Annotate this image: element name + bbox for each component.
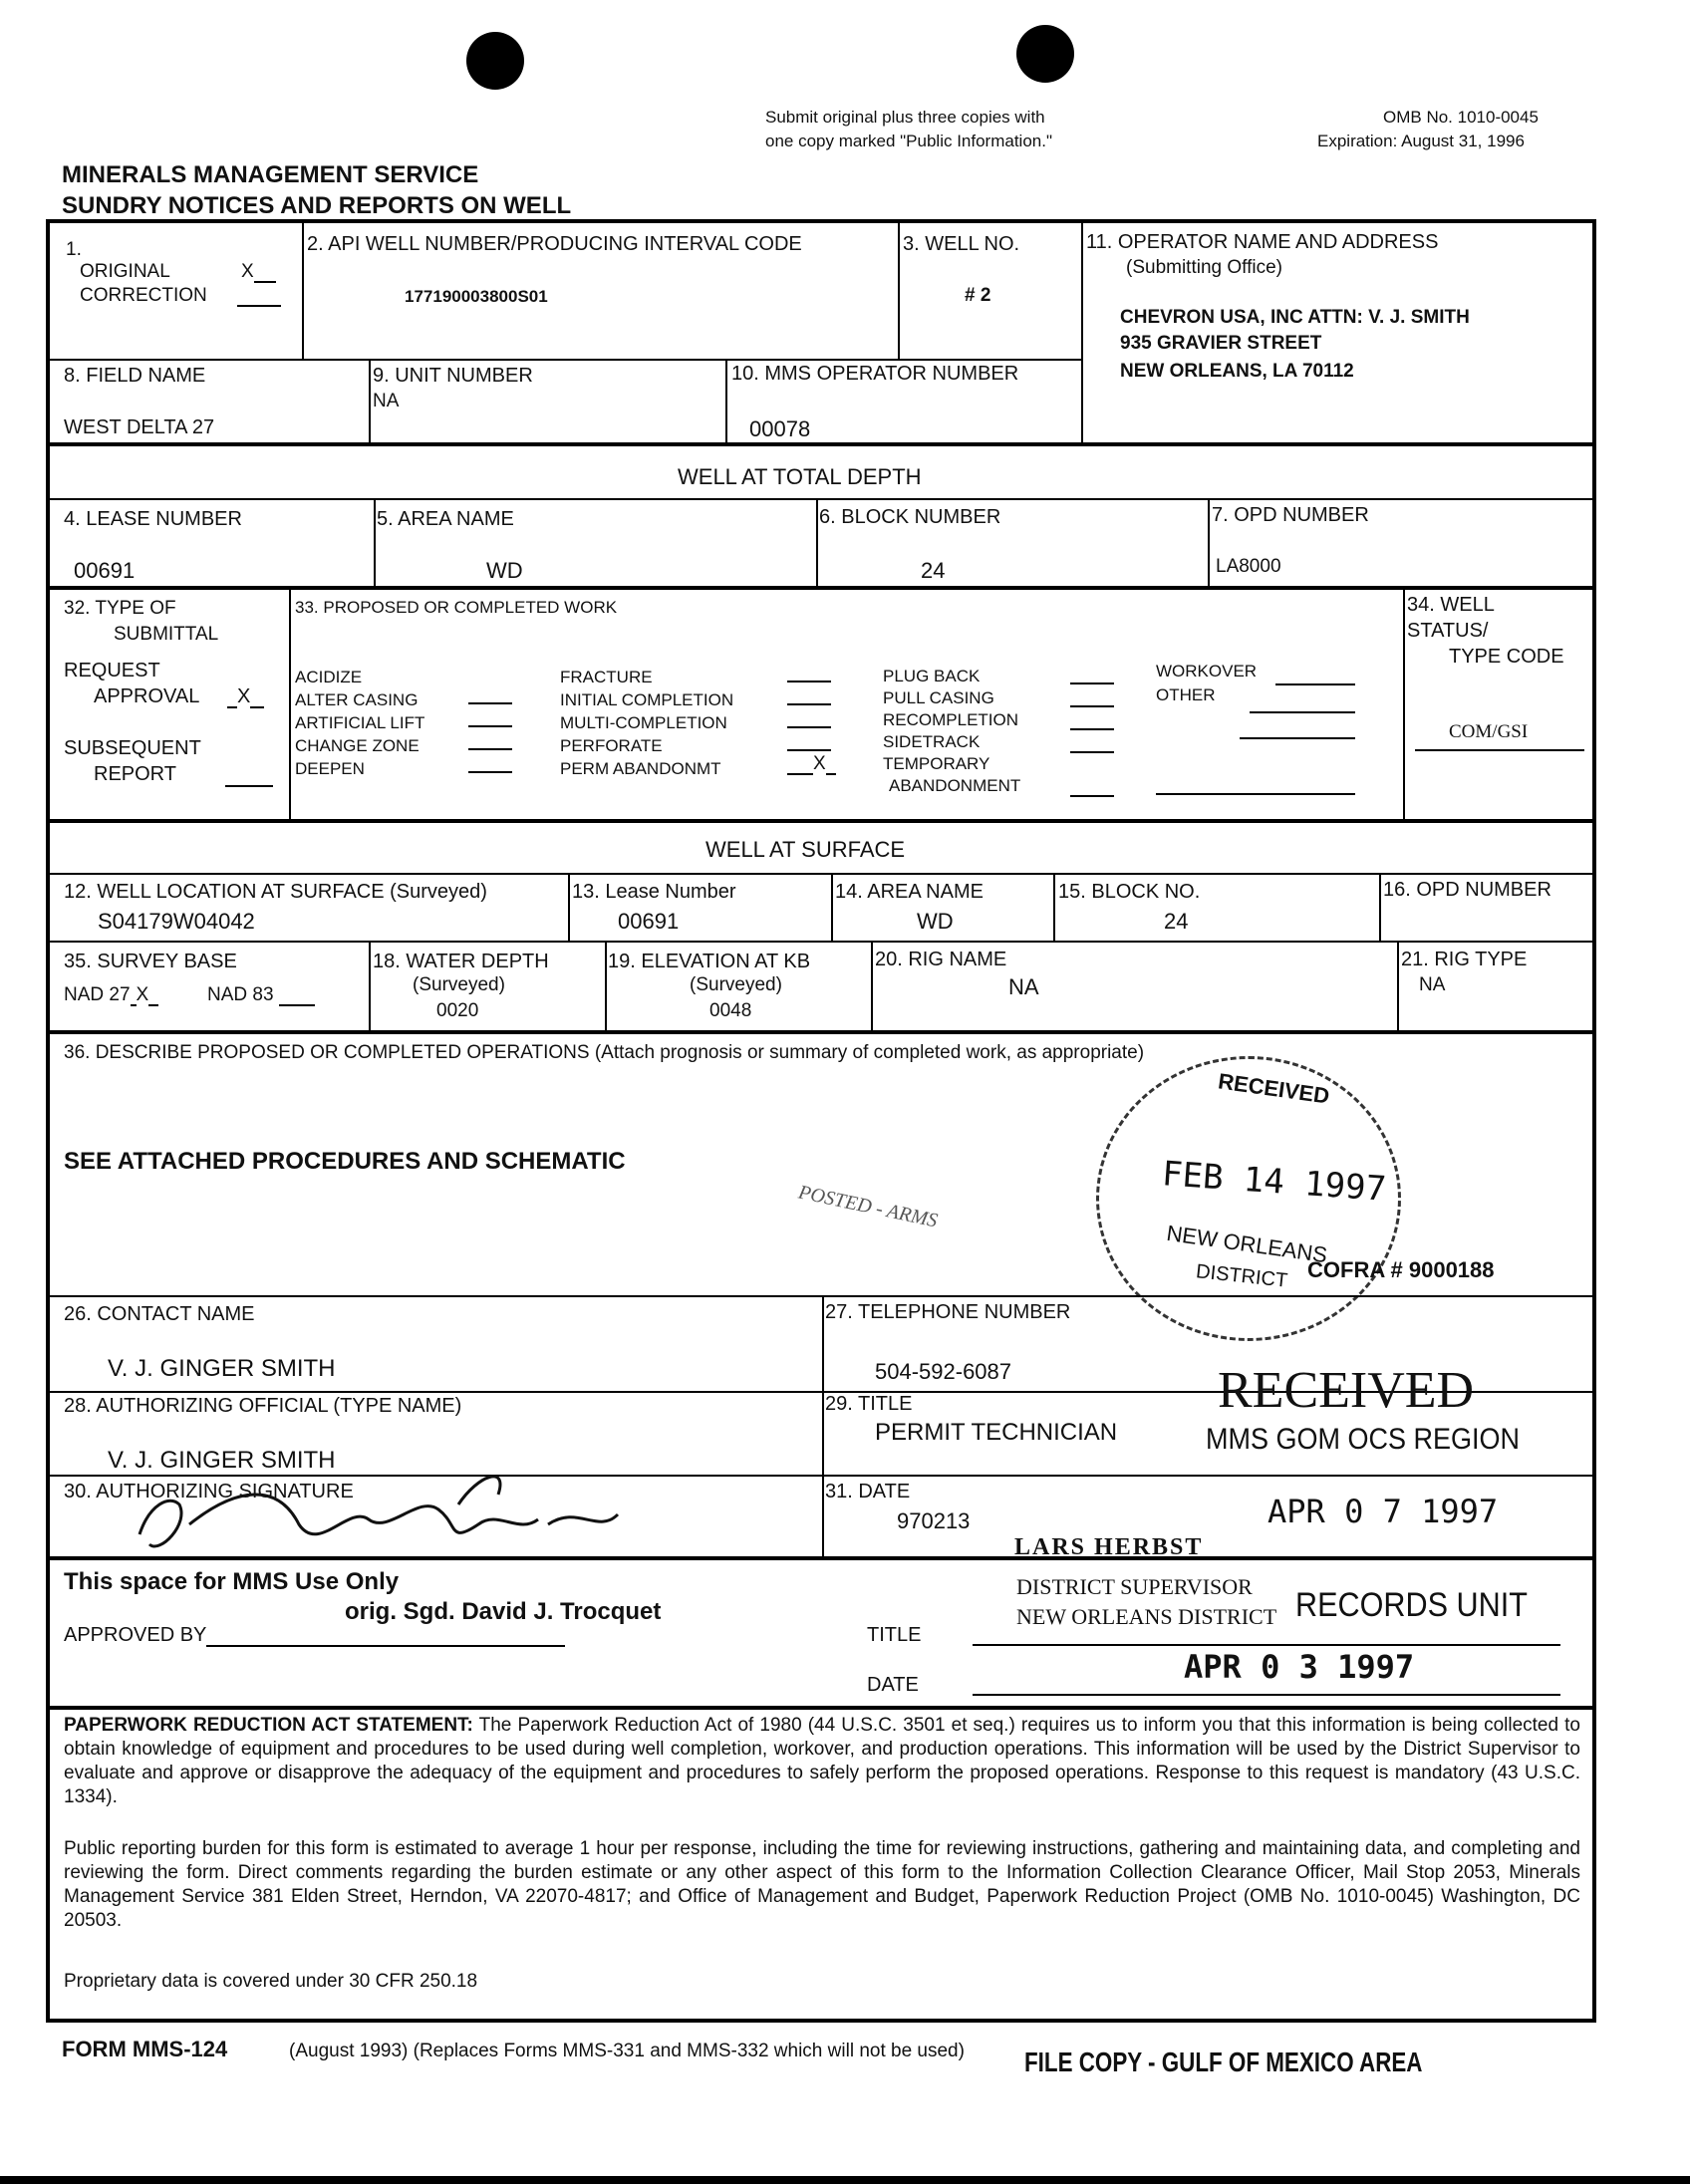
water-depth-sub: (Surveyed) — [413, 974, 505, 995]
other-option[interactable]: OTHER — [1156, 685, 1216, 704]
authorizing-official-value[interactable]: V. J. GINGER SMITH — [108, 1447, 336, 1474]
blank — [148, 986, 158, 1006]
grid-line — [1081, 223, 1083, 444]
mms-use-heading: This space for MMS Use Only — [64, 1568, 400, 1595]
form-title-2: SUNDRY NOTICES AND REPORTS ON WELL — [62, 192, 572, 219]
operator-line-1[interactable]: CHEVRON USA, INC ATTN: V. J. SMITH — [1120, 307, 1470, 328]
blank — [787, 728, 831, 751]
name-stamp: LARS HERBST — [1014, 1534, 1204, 1560]
work-col-3 — [883, 666, 1020, 797]
blank — [468, 704, 512, 727]
field-name-value[interactable]: WEST DELTA 27 — [64, 416, 215, 438]
request-blank-right — [250, 688, 264, 708]
artificial-lift-option[interactable]: ARTIFICIAL LIFT — [295, 713, 425, 732]
received-big-stamp: RECEIVED — [1218, 1362, 1475, 1419]
blank — [468, 682, 512, 704]
subsequent-label-2: REPORT — [94, 763, 176, 785]
mms-date-label: DATE — [867, 1674, 919, 1696]
records-unit-stamp: RECORDS UNIT — [1295, 1586, 1528, 1624]
received-stamp-city: NEW ORLEANS — [1165, 1220, 1329, 1268]
grid-line — [50, 873, 1592, 875]
elevation-label: 19. ELEVATION AT KB — [608, 951, 811, 972]
unit-number-label: 9. UNIT NUMBER — [373, 365, 533, 387]
operator-label: 11. OPERATOR NAME AND ADDRESS — [1086, 231, 1439, 253]
proprietary-note: Proprietary data is covered under 30 CFR 250.18 — [64, 1971, 478, 1992]
request-label-1: REQUEST — [64, 660, 160, 682]
operator-line-2[interactable]: 935 GRAVIER STREET — [1120, 333, 1322, 354]
work-col-2 — [560, 666, 733, 780]
operations-value[interactable]: SEE ATTACHED PROCEDURES AND SCHEMATIC — [64, 1148, 626, 1175]
grid-line — [1053, 873, 1055, 943]
surface-lease-value[interactable]: 00691 — [618, 909, 680, 934]
well-status-label-2: STATUS/ — [1407, 620, 1489, 642]
approved-by-label — [64, 1624, 565, 1647]
other-blanks — [1250, 687, 1355, 739]
field-1-number: 1. — [66, 239, 82, 260]
fracture-option[interactable]: FRACTURE — [560, 668, 653, 686]
apr07-stamp: APR 0 7 1997 — [1268, 1493, 1499, 1530]
well-no-label: 3. WELL NO. — [903, 233, 1020, 255]
approved-by-text: APPROVED BY — [64, 1624, 207, 1646]
grid-line — [50, 819, 1592, 823]
frame-left — [46, 219, 50, 2023]
submittal-label-2: SUBMITTAL — [114, 624, 219, 645]
water-depth-value[interactable]: 0020 — [436, 1000, 479, 1021]
perm-abandonment-mark[interactable] — [787, 753, 836, 775]
abandonment-option[interactable]: ABANDONMENT — [889, 776, 1021, 795]
blank — [468, 750, 512, 773]
posted-stamp: POSTED - ARMS — [796, 1181, 940, 1232]
workover-option[interactable]: WORKOVER — [1156, 662, 1258, 681]
burden-statement: Public reporting burden for this form is estimated to average 1 hour per response, including the time for reviewing instructions, gathering and maintaining data, and completing and reviewing the form. Direct comments regarding the burden estimate or any other aspect of this form to the Information Collection Clearance Officer, Mail Stop 2053, Minerals Management Service 381 Elden Street, Herndon, VA 22070-4817; and Office of Management and Budget, Paperwork Reduction Project (OMB No. 1010-0045) Washington, DC 20503. — [64, 1838, 1580, 1931]
request-check[interactable] — [227, 685, 264, 708]
nad27-option[interactable] — [64, 984, 158, 1006]
title-value[interactable]: PERMIT TECHNICIAN — [875, 1419, 1118, 1446]
grid-line — [898, 223, 900, 361]
surface-area-label: 14. AREA NAME — [835, 881, 984, 903]
contact-name-label: 26. CONTACT NAME — [64, 1303, 255, 1325]
nad27-mark: X — [136, 984, 149, 1005]
grid-line — [369, 943, 371, 1032]
opd-number-label: 7. OPD NUMBER — [1212, 504, 1369, 526]
grid-line — [50, 1295, 1592, 1297]
form-note: (August 1993) (Replaces Forms MMS-331 and MMS-332 which will not be used) — [289, 2041, 965, 2061]
acidize-option[interactable]: ACIDIZE — [295, 668, 363, 686]
received-stamp-district: DISTRICT — [1195, 1260, 1289, 1292]
work-col-1-blanks — [468, 682, 512, 773]
received-stamp-label: RECEIVED — [1216, 1068, 1331, 1109]
blank — [468, 727, 512, 750]
grid-line — [1379, 873, 1381, 943]
grid-line — [831, 873, 833, 943]
grid-line — [568, 873, 570, 943]
blank — [1070, 662, 1114, 684]
cofra-number[interactable]: COFRA # 9000188 — [1307, 1257, 1495, 1282]
mms-title-label: TITLE — [867, 1624, 922, 1646]
blank — [787, 755, 813, 775]
punch-hole-right — [1016, 25, 1074, 83]
subsequent-check[interactable] — [225, 767, 273, 787]
grid-line — [725, 361, 727, 444]
submit-note-2: one copy marked "Public Information." — [765, 132, 1052, 150]
grid-line — [50, 359, 1081, 361]
blank — [1070, 684, 1114, 707]
well-status-label-1: 34. WELL — [1407, 594, 1495, 616]
blank — [279, 986, 315, 1006]
grid-line — [369, 361, 371, 444]
surface-block-value[interactable]: 24 — [1164, 909, 1189, 934]
grid-line — [1397, 943, 1399, 1032]
grid-line — [605, 943, 607, 1032]
surface-block-label: 15. BLOCK NO. — [1058, 881, 1201, 903]
omb-number: OMB No. 1010-0045 — [1383, 108, 1539, 127]
contact-name-value[interactable]: V. J. GINGER SMITH — [108, 1355, 336, 1382]
frame-bottom — [46, 2019, 1596, 2023]
signature-label: 30. AUTHORIZING SIGNATURE — [64, 1481, 354, 1502]
title-label: 29. TITLE — [825, 1393, 913, 1415]
survey-base-label: 35. SURVEY BASE — [64, 951, 237, 972]
request-blank-left — [227, 688, 237, 708]
grid-line — [816, 498, 818, 588]
surface-area-value[interactable]: WD — [917, 909, 954, 934]
grid-line — [374, 498, 376, 588]
api-well-value[interactable]: 177190003800S01 — [405, 287, 548, 306]
well-location-label: 12. WELL LOCATION AT SURFACE (Surveyed) — [64, 881, 487, 903]
received-region-stamp: MMS GOM OCS REGION — [1206, 1423, 1521, 1456]
pull-casing-option[interactable]: PULL CASING — [883, 688, 994, 707]
opd-number-value[interactable]: LA8000 — [1216, 556, 1281, 577]
authorizing-signature[interactable] — [120, 1465, 638, 1564]
api-well-label: 2. API WELL NUMBER/PRODUCING INTERVAL CODE — [307, 233, 802, 255]
original-blank — [254, 263, 276, 283]
grid-line — [822, 1295, 824, 1558]
authorizing-official-label: 28. AUTHORIZING OFFICIAL (TYPE NAME) — [64, 1395, 462, 1417]
frame-right — [1592, 219, 1596, 2023]
total-depth-heading: WELL AT TOTAL DEPTH — [678, 464, 922, 489]
block-number-label: 6. BLOCK NUMBER — [819, 506, 1001, 528]
mms-operator-value[interactable]: 00078 — [749, 416, 811, 441]
area-name-value[interactable]: WD — [486, 558, 523, 583]
deepen-option[interactable]: DEEPEN — [295, 759, 365, 778]
initial-completion-option[interactable]: INITIAL COMPLETION — [560, 690, 734, 709]
well-status-label-3: TYPE CODE — [1449, 646, 1564, 668]
blank — [787, 682, 831, 705]
water-depth-label: 18. WATER DEPTH — [373, 951, 549, 972]
well-no-value[interactable]: # 2 — [965, 285, 991, 306]
blank — [1070, 707, 1114, 730]
operations-label: 36. DESCRIBE PROPOSED OR COMPLETED OPERATIONS (Attach prognosis or summary of completed work, as appropriate) — [64, 1042, 1145, 1063]
grid-line — [50, 1030, 1592, 1034]
paperwork-statement — [64, 1714, 1580, 1809]
work-col-1 — [295, 666, 424, 780]
grid-line — [1403, 588, 1405, 821]
surface-opd-label: 16. OPD NUMBER — [1383, 879, 1551, 901]
alter-casing-option[interactable]: ALTER CASING — [295, 690, 419, 709]
area-name-label: 5. AREA NAME — [377, 508, 514, 530]
mms-title-value-2: NEW ORLEANS DISTRICT — [1016, 1604, 1277, 1629]
original-mark: X — [241, 261, 254, 282]
operator-line-3[interactable]: NEW ORLEANS, LA 70112 — [1120, 361, 1354, 382]
correction-label: CORRECTION — [80, 285, 207, 306]
mms-date-value: APR 0 3 1997 — [1184, 1648, 1415, 1686]
elevation-sub: (Surveyed) — [690, 974, 782, 995]
telephone-value[interactable]: 504-592-6087 — [875, 1359, 1012, 1384]
well-status-value[interactable]: COM/GSI — [1449, 721, 1529, 742]
blank — [1240, 713, 1355, 739]
grid-line — [871, 943, 873, 1032]
perforate-option[interactable]: PERFORATE — [560, 736, 663, 755]
recompletion-option[interactable]: RECOMPLETION — [883, 710, 1019, 729]
surface-heading: WELL AT SURFACE — [705, 837, 906, 862]
blank — [787, 705, 831, 728]
form-title-1: MINERALS MANAGEMENT SERVICE — [62, 161, 479, 188]
temporary-option[interactable]: TEMPORARY — [883, 754, 990, 773]
rig-name-value[interactable]: NA — [1008, 974, 1039, 999]
telephone-label: 27. TELEPHONE NUMBER — [825, 1301, 1071, 1323]
submit-note-1: Submit original plus three copies with — [765, 108, 1045, 127]
blank — [826, 755, 836, 775]
subsequent-blank — [225, 767, 273, 787]
blank — [1070, 730, 1114, 753]
lease-number-label: 4. LEASE NUMBER — [64, 508, 242, 530]
received-stamp-date: FEB 14 1997 — [1160, 1154, 1388, 1210]
grid-line — [50, 586, 1592, 590]
request-label-2: APPROVAL — [94, 685, 200, 707]
other-blank-last — [1156, 775, 1355, 795]
work-col-3-blanks — [1070, 662, 1114, 797]
frame-top — [46, 219, 1596, 223]
mms-operator-label: 10. MMS OPERATOR NUMBER — [731, 363, 1019, 385]
sidetrack-option[interactable]: SIDETRACK — [883, 732, 981, 751]
perm-abandonment-option[interactable]: PERM ABANDONMT — [560, 759, 721, 778]
work-col-2-blanks — [787, 660, 831, 751]
approved-by-signed: orig. Sgd. David J. Trocquet — [345, 1598, 662, 1625]
well-status-underline — [1415, 749, 1584, 751]
blank — [1156, 775, 1355, 795]
rig-type-value[interactable]: NA — [1419, 974, 1446, 995]
grid-line — [50, 498, 1592, 500]
change-zone-option[interactable]: CHANGE ZONE — [295, 736, 420, 755]
well-location-value[interactable]: S04179W04042 — [98, 909, 255, 934]
punch-hole-left — [466, 32, 524, 90]
nad83-option[interactable] — [207, 984, 315, 1006]
operator-sub: (Submitting Office) — [1126, 257, 1282, 278]
grid-line — [302, 223, 304, 361]
date-label: 31. DATE — [825, 1481, 911, 1502]
nad83-label: NAD 83 — [207, 984, 274, 1005]
request-mark: X — [237, 685, 251, 707]
workover-blank — [1275, 666, 1355, 685]
form-id: FORM MMS-124 — [62, 2037, 228, 2061]
nad27-label: NAD 27 — [64, 984, 131, 1005]
lease-number-value[interactable]: 00691 — [74, 558, 136, 583]
title-line — [973, 1644, 1560, 1646]
bottom-edge — [0, 2176, 1690, 2184]
rig-type-label: 21. RIG TYPE — [1401, 949, 1528, 970]
grid-line — [50, 941, 1592, 943]
paperwork-heading: PAPERWORK REDUCTION ACT STATEMENT: — [64, 1715, 473, 1736]
subsequent-label-1: SUBSEQUENT — [64, 737, 201, 759]
blank — [1250, 687, 1355, 713]
approved-by-blank[interactable] — [206, 1627, 565, 1647]
blank — [787, 660, 831, 682]
original-label: ORIGINAL — [80, 261, 170, 282]
expiration: Expiration: August 31, 1996 — [1317, 132, 1525, 150]
perm-abandonment-x: X — [813, 753, 826, 774]
original-check[interactable] — [241, 261, 276, 283]
correction-blank — [237, 287, 281, 307]
mms-title-value-1: DISTRICT SUPERVISOR — [1016, 1574, 1253, 1599]
plug-back-option[interactable]: PLUG BACK — [883, 667, 981, 685]
grid-line — [50, 442, 1592, 446]
correction-check[interactable] — [237, 287, 281, 307]
surface-lease-label: 13. Lease Number — [572, 881, 736, 903]
grid-line — [289, 588, 291, 821]
multi-completion-option[interactable]: MULTI-COMPLETION — [560, 713, 727, 732]
grid-line — [50, 1706, 1592, 1710]
block-number-value[interactable]: 24 — [921, 558, 946, 583]
blank — [1070, 753, 1114, 797]
date-line — [973, 1694, 1560, 1696]
paperwork-text: The Paperwork Reduction Act of 1980 (44 U.S.C. 3501 et seq.) requires us to inform you that this information is being collected to obtain knowledge of equipment and procedures to be used during well completion, workover, and production operations. This information will be used by the District Supervisor to evaluate and approve or disapprove the adequacy of the equipment and procedures to safely perform the proposed operations. Response to this request is mandatory (43 U.S.C. 1334). — [64, 1715, 1580, 1807]
blank — [1275, 666, 1355, 685]
file-copy-stamp: FILE COPY - GULF OF MEXICO AREA — [1024, 2047, 1423, 2077]
grid-line — [1208, 498, 1210, 588]
rig-name-label: 20. RIG NAME — [875, 949, 1007, 970]
field-name-label: 8. FIELD NAME — [64, 365, 206, 387]
unit-number-value[interactable]: NA — [373, 391, 400, 411]
submittal-label-1: 32. TYPE OF — [64, 598, 176, 619]
elevation-value[interactable]: 0048 — [709, 1000, 752, 1021]
date-value[interactable]: 970213 — [897, 1508, 971, 1533]
work-label: 33. PROPOSED OR COMPLETED WORK — [295, 598, 618, 617]
